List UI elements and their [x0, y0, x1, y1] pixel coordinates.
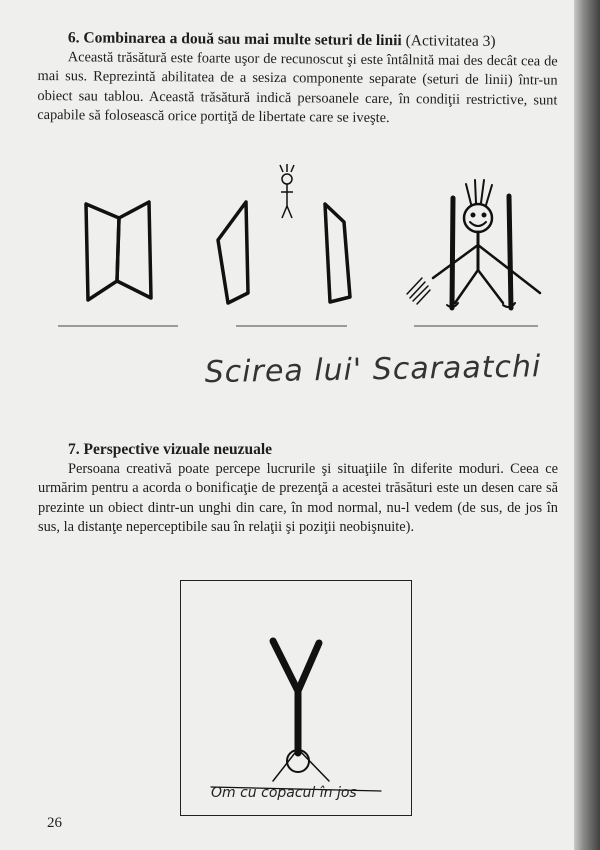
frame-handwritten-caption: Om cu copacul în jos — [211, 785, 357, 801]
upside-down-tree-drawing-frame — [180, 580, 412, 816]
section-7-title: 7. Perspective vizuale neuzuale — [68, 441, 273, 458]
upside-down-tree-drawing — [181, 581, 411, 815]
section-6-title-text: 6. Combinarea a două sau mai multe seturi de linii — [67, 29, 402, 50]
small-stick-figure — [280, 164, 294, 218]
section-7 — [38, 440, 558, 538]
drawings-row — [0, 160, 600, 350]
section-7-body: Persoana creativă poate percepe lucrurile şi situaţiile în diferite moduri. Ceea ce urmărim pentru a acorda o bonificaţie de prezenţă a acestei trăsături este un desen care să prezinte un obiect dintr-un unghi din care, în mod normal, nu-l vedem (de sus, de jos în sus, la distanţe neperceptibile sau în relaţii şi poziţii neobişnuite). — [38, 460, 558, 536]
drawings-handwritten-caption: Scirea lui' Scaraatchi — [204, 349, 542, 391]
open-book-drawing — [86, 202, 151, 300]
section-6-activity-ref: (Activitatea 3) — [405, 32, 496, 50]
page-number: 26 — [47, 815, 62, 831]
section-6-body: Această trăsătură este foarte uşor de recunoscut şi este întâlnită mai des decât cea de mai sus. Reprezintă abilitatea de a sesiza componente separate (seturi de linii) într-un obiect sau tablou. Această trăsătură indică persoanele care, în condiţii restrictive, sunt capabile să folosească orice portiţă de libertate care se iveşte. — [37, 48, 558, 127]
scarecrow-drawing — [407, 180, 540, 308]
section-6 — [37, 28, 558, 131]
book-gutter-shadow — [574, 0, 600, 850]
doors-and-stick-figure-drawing — [218, 164, 350, 303]
